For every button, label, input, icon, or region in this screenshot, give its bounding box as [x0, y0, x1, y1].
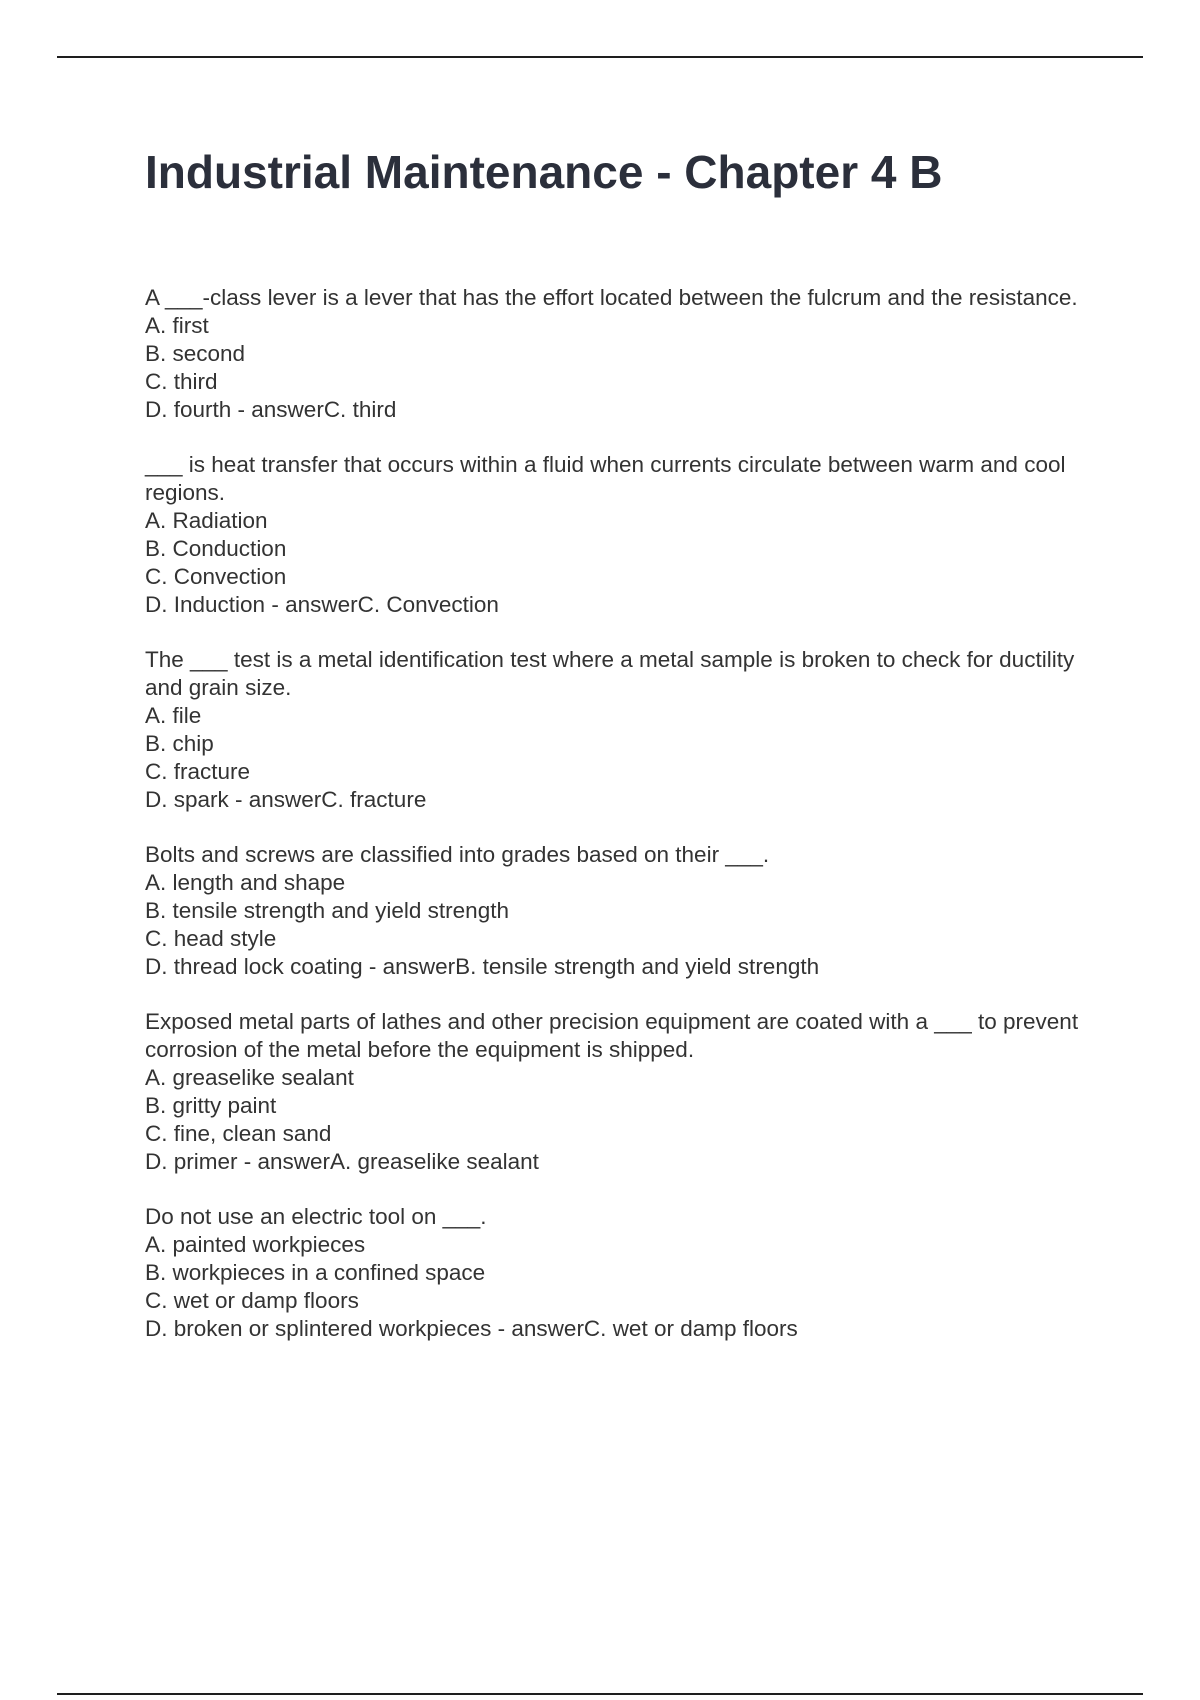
question-4 [145, 841, 1095, 981]
option-c: C. fine, clean sand [145, 1121, 332, 1146]
option-b: B. workpieces in a confined space [145, 1260, 486, 1285]
option-c: C. Convection [145, 564, 287, 589]
question-prompt: The ___ test is a metal identification test where a metal sample is broken to check for ductility and grain size. [145, 647, 1075, 700]
option-d-with-answer: D. Induction - answerC. Convection [145, 592, 499, 617]
option-d-with-answer: D. spark - answerC. fracture [145, 787, 427, 812]
option-b: B. gritty paint [145, 1093, 277, 1118]
option-d-with-answer: D. broken or splintered workpieces - answerC. wet or damp floors [145, 1316, 798, 1341]
option-d-with-answer: D. primer - answerA. greaselike sealant [145, 1149, 539, 1174]
question-3 [145, 646, 1095, 814]
option-a: A. greaselike sealant [145, 1065, 354, 1090]
option-c: C. fracture [145, 759, 251, 784]
option-b: B. second [145, 341, 246, 366]
option-d-with-answer: D. thread lock coating - answerB. tensile strength and yield strength [145, 954, 820, 979]
option-a: A. length and shape [145, 870, 346, 895]
option-a: A. Radiation [145, 508, 268, 533]
question-2 [145, 451, 1095, 619]
question-prompt: Do not use an electric tool on ___. [145, 1204, 487, 1229]
question-6 [145, 1203, 1095, 1343]
option-b: B. Conduction [145, 536, 287, 561]
option-c: C. third [145, 369, 218, 394]
option-a: A. first [145, 313, 209, 338]
option-a: A. painted workpieces [145, 1232, 366, 1257]
option-b: B. tensile strength and yield strength [145, 898, 509, 923]
top-rule [57, 56, 1143, 58]
option-a: A. file [145, 703, 202, 728]
bottom-rule [57, 1693, 1143, 1695]
option-c: C. wet or damp floors [145, 1288, 359, 1313]
option-d-with-answer: D. fourth - answerC. third [145, 397, 397, 422]
question-prompt: Bolts and screws are classified into grades based on their ___. [145, 842, 770, 867]
page-title: Industrial Maintenance - Chapter 4 B [145, 146, 943, 198]
option-b: B. chip [145, 731, 214, 756]
option-c: C. head style [145, 926, 277, 951]
question-prompt: A ___-class lever is a lever that has the effort located between the fulcrum and the resistance. [145, 285, 1078, 310]
question-prompt: Exposed metal parts of lathes and other precision equipment are coated with a ___ to prevent corrosion of the metal before the equipment is shipped. [145, 1009, 1079, 1062]
question-5 [145, 1008, 1095, 1176]
question-list [145, 284, 1095, 1370]
question-prompt: ___ is heat transfer that occurs within a fluid when currents circulate between warm and cool regions. [145, 452, 1066, 505]
question-1 [145, 284, 1095, 424]
